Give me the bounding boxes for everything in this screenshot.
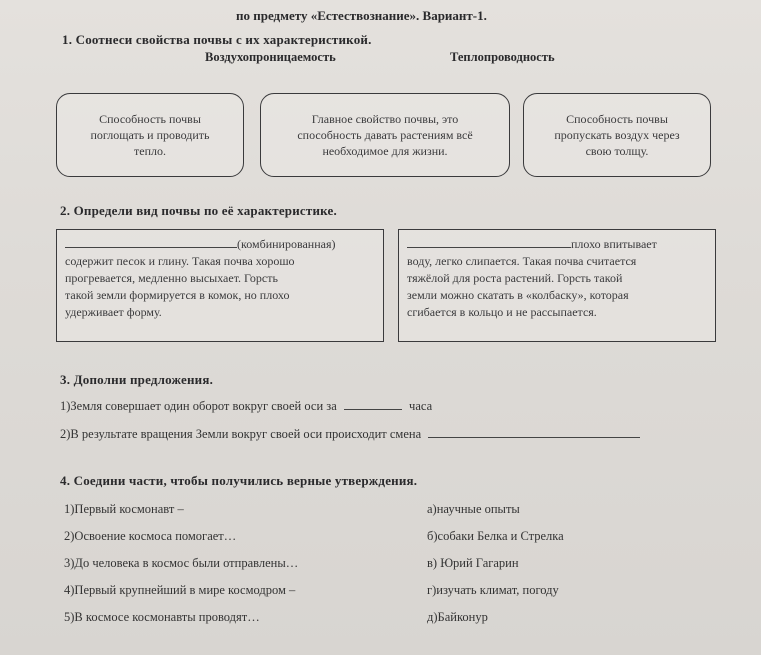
- card-line: необходимое для жизни.: [322, 144, 448, 158]
- task4-left-item: 4)Первый крупнейший в мире космодром –: [64, 583, 296, 597]
- task4-left-item: 3)До человека в космос были отправлены…: [64, 556, 299, 570]
- soil-type-hint: плохо впитывает: [571, 237, 657, 251]
- card-line: свою толщу.: [585, 144, 649, 158]
- sentence-text: часа: [409, 399, 433, 413]
- soil-desc-line: земли можно скатать в «колбаску», которая: [407, 288, 629, 302]
- task1-card-3: [523, 93, 711, 177]
- answer-blank[interactable]: [344, 409, 402, 410]
- soil-type-hint: (комбинированная): [237, 237, 336, 251]
- task1-column-air: Воздухопроницаемость: [205, 50, 336, 64]
- task4-right-item: в) Юрий Гагарин: [427, 556, 519, 570]
- task4-right-item: д)Байконур: [427, 610, 488, 624]
- task2-box-right: [398, 229, 716, 342]
- soil-desc-line: тяжёлой для роста растений. Горсть такой: [407, 271, 623, 285]
- card-line: Способность почвы: [99, 112, 201, 126]
- task4-left-item: 2)Освоение космоса помогает…: [64, 529, 237, 543]
- soil-desc-line: воду, легко слипается. Такая почва считается: [407, 254, 637, 268]
- card-line: поглощать и проводить: [90, 128, 210, 142]
- task3-sentence-2: [60, 427, 640, 442]
- task2-box-left: [56, 229, 384, 342]
- task1-card-2: [260, 93, 510, 177]
- sentence-text: 2)В результате вращения Земли вокруг своей оси происходит смена: [60, 427, 422, 441]
- card-line: Способность почвы: [566, 112, 668, 126]
- task4-left-item: 5)В космосе космонавты проводят…: [64, 610, 260, 624]
- task3-sentence-1: [60, 399, 432, 414]
- soil-desc-line: содержит песок и глину. Такая почва хорошо: [65, 254, 295, 268]
- task4-right-item: а)научные опыты: [427, 502, 520, 516]
- soil-desc-line: сгибается в кольцо и не рассыпается.: [407, 305, 597, 319]
- soil-desc-line: удерживает форму.: [65, 305, 162, 319]
- worksheet-subtitle: по предмету «Естествознание». Вариант-1.: [236, 8, 487, 23]
- answer-blank[interactable]: [407, 247, 571, 248]
- soil-desc-line: такой земли формируется в комок, но плохо: [65, 288, 290, 302]
- task4-right-item: б)собаки Белка и Стрелка: [427, 529, 564, 543]
- task3-title: 3. Дополни предложения.: [60, 372, 214, 387]
- card-line: способность давать растениям всё: [297, 128, 473, 142]
- soil-desc-line: прогревается, медленно высыхает. Горсть: [65, 271, 278, 285]
- card-line: пропускать воздух через: [554, 128, 680, 142]
- task1-title: 1. Соотнеси свойства почвы с их характеристикой.: [62, 32, 372, 47]
- task1-column-heat: Теплопроводность: [450, 50, 555, 64]
- answer-blank[interactable]: [428, 437, 640, 438]
- task2-title: 2. Определи вид почвы по её характеристике.: [60, 203, 337, 218]
- task4-left-item: 1)Первый космонавт –: [64, 502, 184, 516]
- task4-title: 4. Соедини части, чтобы получились верные утверждения.: [60, 473, 418, 488]
- task1-card-1: [56, 93, 244, 177]
- sentence-text: 1)Земля совершает один оборот вокруг своей оси за: [60, 399, 337, 413]
- answer-blank[interactable]: [65, 247, 237, 248]
- task4-right-item: г)изучать климат, погоду: [427, 583, 559, 597]
- card-line: тепло.: [134, 144, 166, 158]
- card-line: Главное свойство почвы, это: [311, 112, 459, 126]
